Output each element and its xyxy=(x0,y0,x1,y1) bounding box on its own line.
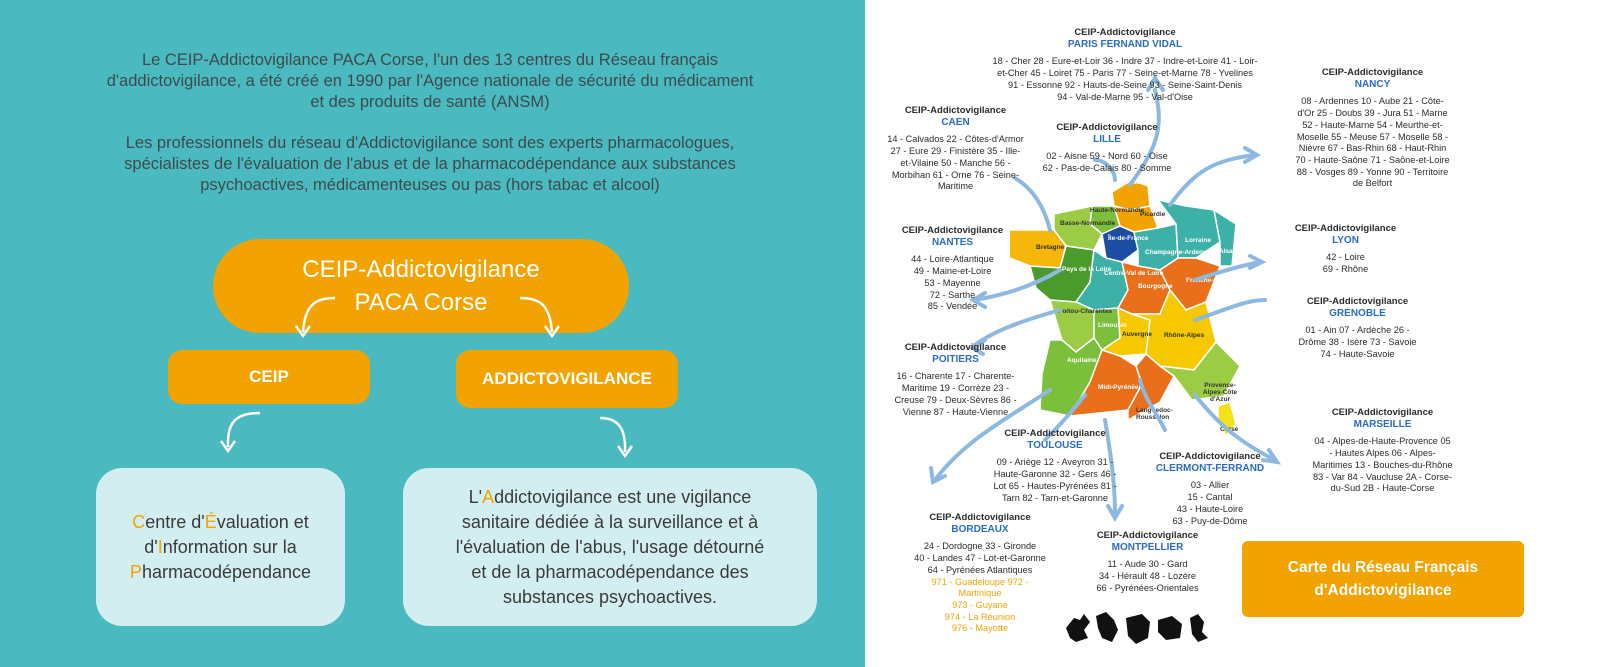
center-line: 16 - Charente 17 - Charente- xyxy=(896,371,1015,382)
center-name: CEIP-Addictovigilance xyxy=(1306,296,1409,307)
center-name: CEIP-Addictovigilance xyxy=(1331,407,1434,418)
center-line: Morbihan 61 - Orne 76 - Seine- xyxy=(891,169,1020,180)
ceip-node xyxy=(168,350,370,404)
center-line: 24 - Dordogne 33 - Gironde xyxy=(923,541,1037,552)
guadeloupe-shape xyxy=(1066,614,1090,642)
center-line: 42 - Loire xyxy=(1326,252,1365,263)
center-name: CEIP-Addictovigilance xyxy=(901,225,1004,236)
center-city: LYON xyxy=(1332,234,1359,246)
center-line: 40 - Landes 47 - Lot-et-Garonne xyxy=(914,553,1046,564)
center-line: 63 - Puy-de-Dôme xyxy=(1172,515,1248,526)
center-line: 88 - Vosges 89 - Yonne 90 - Territoire xyxy=(1296,166,1449,177)
region-label: Midi-Pyrénées xyxy=(1098,384,1143,391)
center-line: du-Sud 2B - Haute-Corse xyxy=(1330,483,1435,494)
center-line: Vienne 87 - Haute-Vienne xyxy=(902,406,1009,417)
center-line: 04 - Alpes-de-Haute-Provence 05 xyxy=(1314,436,1451,447)
center-city: PARIS FERNAND VIDAL xyxy=(1067,38,1183,50)
map-legend-button[interactable] xyxy=(1242,541,1524,617)
addicto-def-line: substances psychoactives. xyxy=(502,586,718,607)
center-line: Tarn 82 - Tarn-et-Garonne xyxy=(1001,492,1109,503)
center-name: CEIP-Addictovigilance xyxy=(1159,451,1261,462)
center-name: CEIP-Addictovigilance xyxy=(1056,122,1158,133)
center-city: CAEN xyxy=(941,116,970,128)
center-montpellier xyxy=(1080,530,1215,595)
center-line: 52 - Haute-Marne 54 - Meurthe-et- xyxy=(1302,119,1443,130)
intro-line: et des produits de santé (ANSM) xyxy=(310,93,550,111)
center-line: 11 - Aude 30 - Gard xyxy=(1107,559,1188,570)
region-label: Bretagne xyxy=(1036,244,1065,251)
center-toulouse xyxy=(985,428,1125,504)
overseas-territories-silhouettes xyxy=(1062,608,1212,650)
center-name: CEIP-Addictovigilance xyxy=(1004,428,1106,439)
center-line: Creuse 79 - Deux-Sèvres 86 - xyxy=(894,394,1017,405)
region-label: Lorraine xyxy=(1185,237,1212,244)
main-node-line2: PACA Corse xyxy=(354,289,488,316)
arrow-nancy xyxy=(1170,155,1255,205)
overseas-line: 973 - Guyane xyxy=(952,599,1008,610)
intro-line: Les professionnels du réseau d'Addictovigilance sont des experts pharmacologues, xyxy=(125,134,735,152)
intro-line: spécialistes de l'évaluation de l'abus et de la pharmacodépendance aux substances xyxy=(124,155,736,173)
center-city: BORDEAUX xyxy=(951,523,1009,535)
center-line: 02 - Aisne 59 - Nord 60 - Oise xyxy=(1046,151,1168,162)
addicto-def-line: sanitaire dédiée à la surveillance et à xyxy=(461,511,759,532)
region-label: Alsace xyxy=(1219,248,1240,255)
center-line: 08 - Ardennes 10 - Aube 21 - Côte- xyxy=(1301,96,1444,107)
center-line: 43 - Haute-Loire xyxy=(1176,503,1244,514)
region-label: Champagne-Ardenne xyxy=(1145,249,1211,256)
center-name: CEIP-Addictovigilance xyxy=(1321,67,1424,78)
center-city: NANCY xyxy=(1354,78,1391,90)
addictovigilance-arrow xyxy=(590,410,660,470)
legend-line1: Carte du Réseau Français xyxy=(1287,559,1479,576)
center-line: 15 - Cantal xyxy=(1187,492,1233,503)
ceip-definition-card xyxy=(96,468,345,626)
center-name: CEIP-Addictovigilance xyxy=(1096,530,1199,541)
region-label: Haute-Normandie xyxy=(1090,207,1145,214)
center-line: 62 - Pas-de-Calais 80 - Somme xyxy=(1042,163,1172,174)
overseas-line: 974 - La Réunion xyxy=(944,611,1016,622)
intro-line: Le CEIP-Addictovigilance PACA Corse, l'un des 13 centres du Réseau français xyxy=(141,51,719,69)
region-label: Provence-Alpes-Côte d'Azur xyxy=(1202,382,1238,403)
region-label: Franche-Comté xyxy=(1186,277,1234,284)
center-name: CEIP-Addictovigilance xyxy=(904,105,1007,116)
intro-paragraph-1 xyxy=(30,50,830,113)
region-label: Picardie xyxy=(1140,211,1166,218)
center-line: 34 - Hérault 48 - Lozère xyxy=(1098,571,1197,582)
region-label: Pays de la Loire xyxy=(1062,266,1112,273)
intro-paragraph-2 xyxy=(30,133,830,196)
center-city: MONTPELLIER xyxy=(1111,541,1184,553)
region-label: Auvergne xyxy=(1122,331,1152,338)
center-city: CLERMONT-FERRAND xyxy=(1155,462,1265,474)
region-label: Basse-Normandie xyxy=(1060,220,1116,227)
center-line: d'Or 25 - Doubs 39 - Jura 51 - Marne xyxy=(1297,108,1448,119)
ceip-arrow xyxy=(215,405,285,465)
center-line: Maritime 19 - Corrèze 23 - xyxy=(901,383,1010,394)
center-bordeaux xyxy=(905,512,1055,635)
center-name: CEIP-Addictovigilance xyxy=(1294,223,1397,234)
region-label: Corse xyxy=(1220,426,1239,433)
center-line: de Belfort xyxy=(1352,178,1393,189)
center-line: 94 - Val-de-Marne 95 - Val-d'Oise xyxy=(1057,91,1193,102)
legend-line2: d'Addictovigilance xyxy=(1314,582,1452,599)
addictovigilance-definition-card xyxy=(403,468,817,626)
center-line: et-Vilaine 50 - Manche 56 - xyxy=(900,157,1011,168)
ceip-def-line-3: Pharmacodépendance xyxy=(129,561,312,582)
center-line: Maritime xyxy=(937,181,974,192)
region-label: Aquitaine xyxy=(1067,357,1097,364)
center-city: LILLE xyxy=(1093,133,1121,145)
intro-line: d'addictovigilance, a été créé en 1990 par l'Agence nationale de sécurité du médicament xyxy=(106,72,754,90)
center-name: CEIP-Addictovigilance xyxy=(1074,27,1176,38)
center-line: Drôme 38 - Isère 73 - Savoie xyxy=(1298,337,1417,348)
guyane-shape xyxy=(1126,614,1150,644)
region-label: Île-de-France xyxy=(1108,235,1149,242)
center-city: TOULOUSE xyxy=(1027,439,1083,451)
center-line: 83 - Var 84 - Vaucluse 2A - Corse- xyxy=(1312,471,1453,482)
region-label: Bourgogne xyxy=(1138,283,1173,290)
center-line: 70 - Haute-Saône 71 - Saône-et-Loire xyxy=(1295,154,1450,165)
center-line: Lot 65 - Hautes-Pyrénées 81 - xyxy=(993,480,1117,491)
center-paris xyxy=(975,27,1275,103)
center-line: 27 - Eure 29 - Finistère 35 - Ille- xyxy=(890,146,1021,157)
martinique-shape xyxy=(1096,612,1118,642)
reunion-shape xyxy=(1158,616,1182,640)
center-line: Haute-Garonne 32 - Gers 46 - xyxy=(993,469,1117,480)
addictovigilance-node xyxy=(456,350,678,408)
region-label: Languedoc-Roussillon xyxy=(1136,407,1173,421)
intro-line: psychoactives, médicamenteuses ou pas (hors tabac et alcool) xyxy=(200,176,660,194)
branch-arrows xyxy=(280,290,580,350)
center-line: Maritimes 13 - Bouches-du-Rhône xyxy=(1312,459,1453,470)
overseas-line: 976 - Mayotte xyxy=(951,623,1009,634)
addictovigilance-label: ADDICTOVIGILANCE xyxy=(482,369,652,388)
center-line: 53 - Mayenne xyxy=(924,277,981,288)
center-lille xyxy=(1042,122,1172,175)
center-poitiers xyxy=(888,342,1023,418)
center-line: 44 - Loire-Atlantique xyxy=(911,254,994,265)
addicto-def-line: L'Addictovigilance est une vigilance xyxy=(468,486,752,507)
arrow-grenoble xyxy=(1195,300,1265,320)
arrow-poitiers xyxy=(975,310,1060,345)
center-name: CEIP-Addictovigilance xyxy=(929,512,1031,523)
center-caen xyxy=(878,105,1033,193)
center-nancy xyxy=(1280,67,1465,190)
center-line: 18 - Cher 28 - Eure-et-Loir 36 - Indre 37 - Indre-et-Loire 41 - Loir- xyxy=(992,56,1258,67)
center-lyon xyxy=(1278,223,1413,276)
center-name: CEIP-Addictovigilance xyxy=(904,342,1007,353)
center-line: 66 - Pyrénées-Orientales xyxy=(1096,582,1199,593)
region-label: Poitou-Charentes xyxy=(1058,308,1113,315)
center-line: et-Cher 45 - Loiret 75 - Paris 77 - Seine-et-Marne 78 - Yvelines xyxy=(997,68,1253,79)
center-line: 01 - Ain 07 - Ardèche 26 - xyxy=(1305,325,1410,336)
center-line: - Hautes Alpes 06 - Alpes- xyxy=(1329,448,1436,459)
center-city: MARSEILLE xyxy=(1353,418,1412,430)
center-line: Nièvre 67 - Bas-Rhin 68 - Haut-Rhin xyxy=(1298,143,1447,154)
center-line: 85 - Vendée xyxy=(927,301,978,312)
center-line: 03 - Allier xyxy=(1190,480,1230,491)
center-line: 49 - Maine-et-Loire xyxy=(913,266,992,277)
center-city: POITIERS xyxy=(932,353,979,365)
region-label: Limousin xyxy=(1098,322,1127,329)
addicto-def-line: l'évaluation de l'abus, l'usage détourné xyxy=(455,536,765,557)
center-city: NANTES xyxy=(931,236,974,248)
center-line: 72 - Sarthe xyxy=(929,289,976,300)
arrow-clermont xyxy=(1140,380,1165,430)
main-node-line1: CEIP-Addictovigilance xyxy=(302,256,540,283)
mayotte-shape xyxy=(1190,614,1208,642)
center-city: GRENOBLE xyxy=(1329,307,1386,319)
center-line: Moselle 55 - Meuse 57 - Moselle 58 - xyxy=(1296,131,1449,142)
region-label: Nord-Pas-de-Calais xyxy=(1111,179,1171,186)
center-marseille xyxy=(1300,407,1465,495)
region-label: Rhône-Alpes xyxy=(1164,332,1205,339)
center-clermont-ferrand xyxy=(1145,451,1275,527)
ceip-def-line-2: d'Information sur la xyxy=(144,536,297,557)
ceip-label: CEIP xyxy=(249,367,289,386)
center-nantes xyxy=(890,225,1015,313)
center-line: 64 - Pyrénées Atlantiques xyxy=(927,564,1033,575)
center-line: 09 - Ariège 12 - Aveyron 31 - xyxy=(996,457,1114,468)
center-grenoble xyxy=(1285,296,1430,361)
center-line: 74 - Haute-Savoie xyxy=(1320,348,1395,359)
center-line: 91 - Essonne 92 - Hauts-de-Seine 93 - Seine-Saint-Denis xyxy=(1008,79,1242,90)
addicto-def-line: et de la pharmacodépendance des xyxy=(471,561,749,582)
arrow-lyon xyxy=(1195,262,1260,280)
center-line: 69 - Rhône xyxy=(1322,264,1369,275)
overseas-line: Martinique xyxy=(958,588,1002,599)
ceip-def-line-1: Centre d'Évaluation et xyxy=(132,511,309,532)
overseas-line: 971 - Guadeloupe 972 - xyxy=(931,576,1029,587)
center-line: 14 - Calvados 22 - Côtes-d'Armor xyxy=(887,134,1024,145)
region-label: Centre-Val de Loire xyxy=(1104,270,1164,277)
